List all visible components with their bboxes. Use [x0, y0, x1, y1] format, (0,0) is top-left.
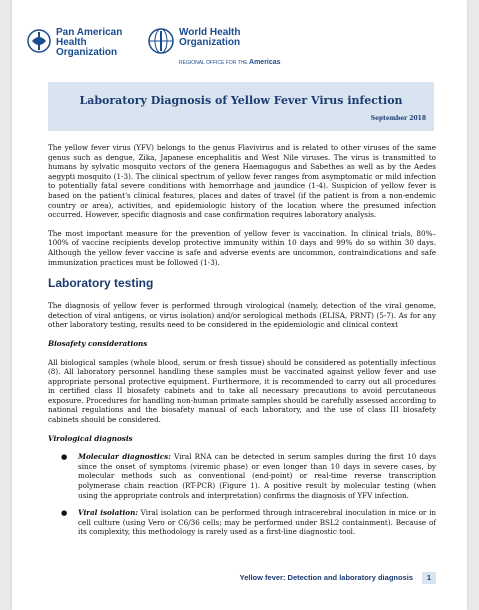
- bullet-lead: Molecular diagnostics:: [78, 452, 171, 462]
- virological-list: [48, 452, 436, 537]
- bullet-lead: Viral isolation:: [78, 508, 138, 518]
- lab-paragraph-1: The diagnosis of yellow fever is performed through virological (namely, detection of the viral genome, detection of viral antigens, or virus isolation) and/or serological methods (ELISA, PRNT) (5-7). As for any other laboratory testing, results need to be considered in the epidemiologic and clinical context: [48, 301, 436, 330]
- page-number: 1: [422, 572, 436, 584]
- title-band: [48, 82, 434, 131]
- list-item-molecular: [48, 452, 436, 500]
- who-name: World Health Organization: [179, 27, 241, 48]
- who-region-label: Americas: [249, 59, 281, 66]
- who-logo: [147, 26, 287, 72]
- footer-title: Yellow fever: Detection and laboratory diagnosis: [239, 573, 413, 582]
- document-title: Laboratory Diagnosis of Yellow Fever Virus infection: [79, 94, 403, 107]
- intro-paragraph-1: The yellow fever virus (YFV) belongs to the genus Flavivirus and is related to other viruses of the same genus such as dengue, Zika, Japanese encephalitis and West Nile viruses. The virus is transmitted to humans by sylvatic mosquito vectors of the genera Haemagogus and Sabethes as well as by the Aedes aegypti mosquito (1-3). The clinical spectrum of yellow fever ranges from asymptomatic or mild infection to potentially fatal severe conditions with hemorrhage and jaundice (1-4). Suspicion of yellow fever is based on the patient's clinical features, places and dates of travel (if the patient is from a non-endemic country or area), activities, and epidemiologic history of the location where the presumed infection occurred. However, specific diagnosis and case confirmation requires laboratory analysis.: [48, 143, 436, 220]
- bullet-icon: ●: [61, 508, 68, 518]
- who-emblem-icon: [147, 27, 175, 55]
- subheading-biosafety: Biosafety considerations: [48, 338, 148, 348]
- page-footer: [48, 571, 440, 587]
- list-item-isolation: [48, 508, 436, 537]
- who-regional-office: [179, 59, 281, 66]
- bullet-text: Viral isolation can be performed through intracerebral inoculation in mice or in cell culture (using Vero or C6/36 cells; may be performed under BSL2 containment). Because of its complexity, this methodology is rarely used as a first-line diagnostic tool.: [78, 508, 436, 537]
- biosafety-paragraph: All biological samples (whole blood, serum or fresh tissue) should be considered as potentially infectious (8). All laboratory personnel handling these samples must be vaccinated against yellow fever and use appropriate personal protective equipment. Furthermore, it is recommended to carry out all procedures in certified class II biosafety cabinets and to take all necessary precautions to avoid percutaneous exposure. Procedures for handling non-human primate samples should be carefully assessed according to national regulations and the biosafety manual of each laboratory, and the use of class III biosafety cabinets should be considered.: [48, 357, 436, 425]
- paho-emblem-icon: [26, 28, 52, 54]
- section-heading-laboratory-testing: Laboratory testing: [48, 276, 154, 291]
- subheading-virological: Virological diagnosis: [48, 433, 133, 443]
- document-body: [48, 143, 436, 545]
- document-page: [12, 0, 467, 610]
- bullet-text: Viral RNA can be detected in serum samples during the first 10 days since the onset of symptoms (viremic phase) or even longer than 10 days in severe cases, by molecular methods such as conventional (end-point) or real-time reverse transcription polymerase chain reaction (RT-PCR) (Figure 1). A positive result by molecular testing (when using the appropriate controls and interpretation) confirms the diagnosis of YFV infection.: [78, 452, 437, 500]
- document-date: September 2018: [370, 115, 426, 122]
- paho-name: Pan American Health Organization: [56, 27, 123, 58]
- paho-logo: [26, 26, 144, 72]
- bullet-icon: ●: [61, 452, 68, 462]
- intro-paragraph-2: The most important measure for the prevention of yellow fever is vaccination. In clinical trials, 80%–100% of vaccine recipients develop protective immunity within 10 days and 99% do so within 30 days. Although the yellow fever vaccine is safe and adverse events are uncommon, contraindications and safe immunization practices must be followed (1-3).: [48, 228, 436, 267]
- header-logos: [26, 26, 286, 72]
- who-regional-label: REGIONAL OFFICE FOR THE: [179, 60, 248, 66]
